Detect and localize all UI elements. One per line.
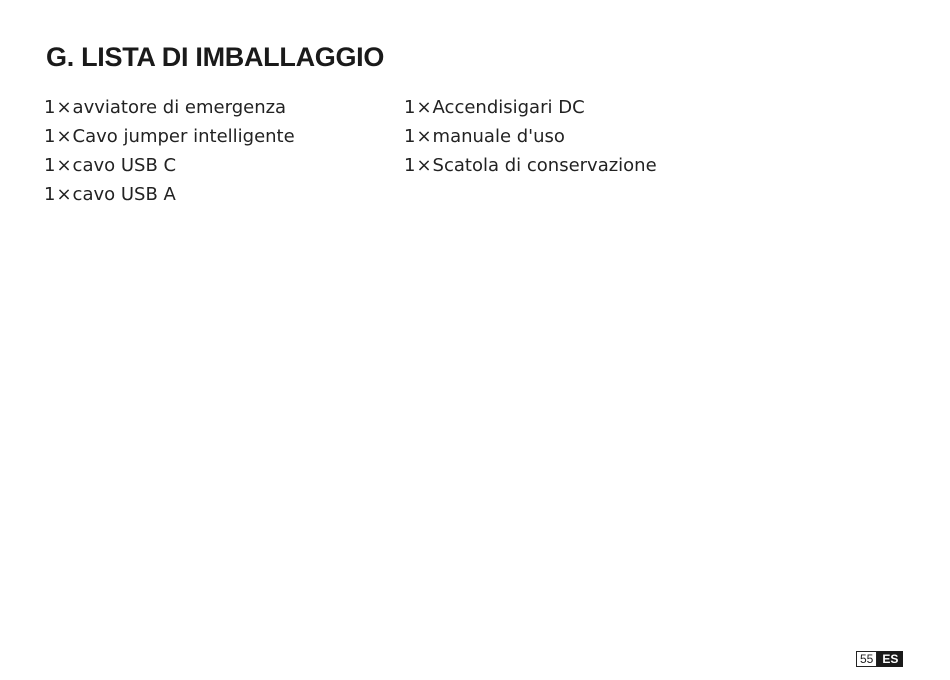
item-quantity: 1 xyxy=(44,155,56,176)
list-item xyxy=(404,122,657,151)
times-icon: × xyxy=(56,184,72,205)
item-quantity: 1 xyxy=(44,126,56,147)
times-icon: × xyxy=(56,97,72,118)
packing-list-right-column xyxy=(404,93,657,180)
item-quantity: 1 xyxy=(404,97,416,118)
page-number: 55 xyxy=(856,651,877,667)
item-label: Scatola di conservazione xyxy=(432,155,657,176)
item-quantity: 1 xyxy=(404,126,416,147)
page-footer xyxy=(856,651,903,667)
times-icon: × xyxy=(416,155,432,176)
item-label: manuale d'uso xyxy=(432,126,565,147)
language-badge: ES xyxy=(877,651,903,667)
item-label: Accendisigari DC xyxy=(432,97,585,118)
times-icon: × xyxy=(416,97,432,118)
times-icon: × xyxy=(56,126,72,147)
page-title: G. LISTA DI IMBALLAGGIO xyxy=(46,42,385,72)
list-item xyxy=(404,93,657,122)
list-item xyxy=(44,151,295,180)
list-item xyxy=(44,122,295,151)
item-label: cavo USB A xyxy=(72,184,176,205)
item-quantity: 1 xyxy=(404,155,416,176)
item-label: Cavo jumper intelligente xyxy=(72,126,295,147)
list-item xyxy=(44,93,295,122)
list-item xyxy=(44,180,295,209)
item-label: cavo USB C xyxy=(72,155,177,176)
times-icon: × xyxy=(56,155,72,176)
list-item xyxy=(404,151,657,180)
item-quantity: 1 xyxy=(44,184,56,205)
item-quantity: 1 xyxy=(44,97,56,118)
item-label: avviatore di emergenza xyxy=(72,97,287,118)
times-icon: × xyxy=(416,126,432,147)
packing-list-left-column xyxy=(44,93,295,209)
